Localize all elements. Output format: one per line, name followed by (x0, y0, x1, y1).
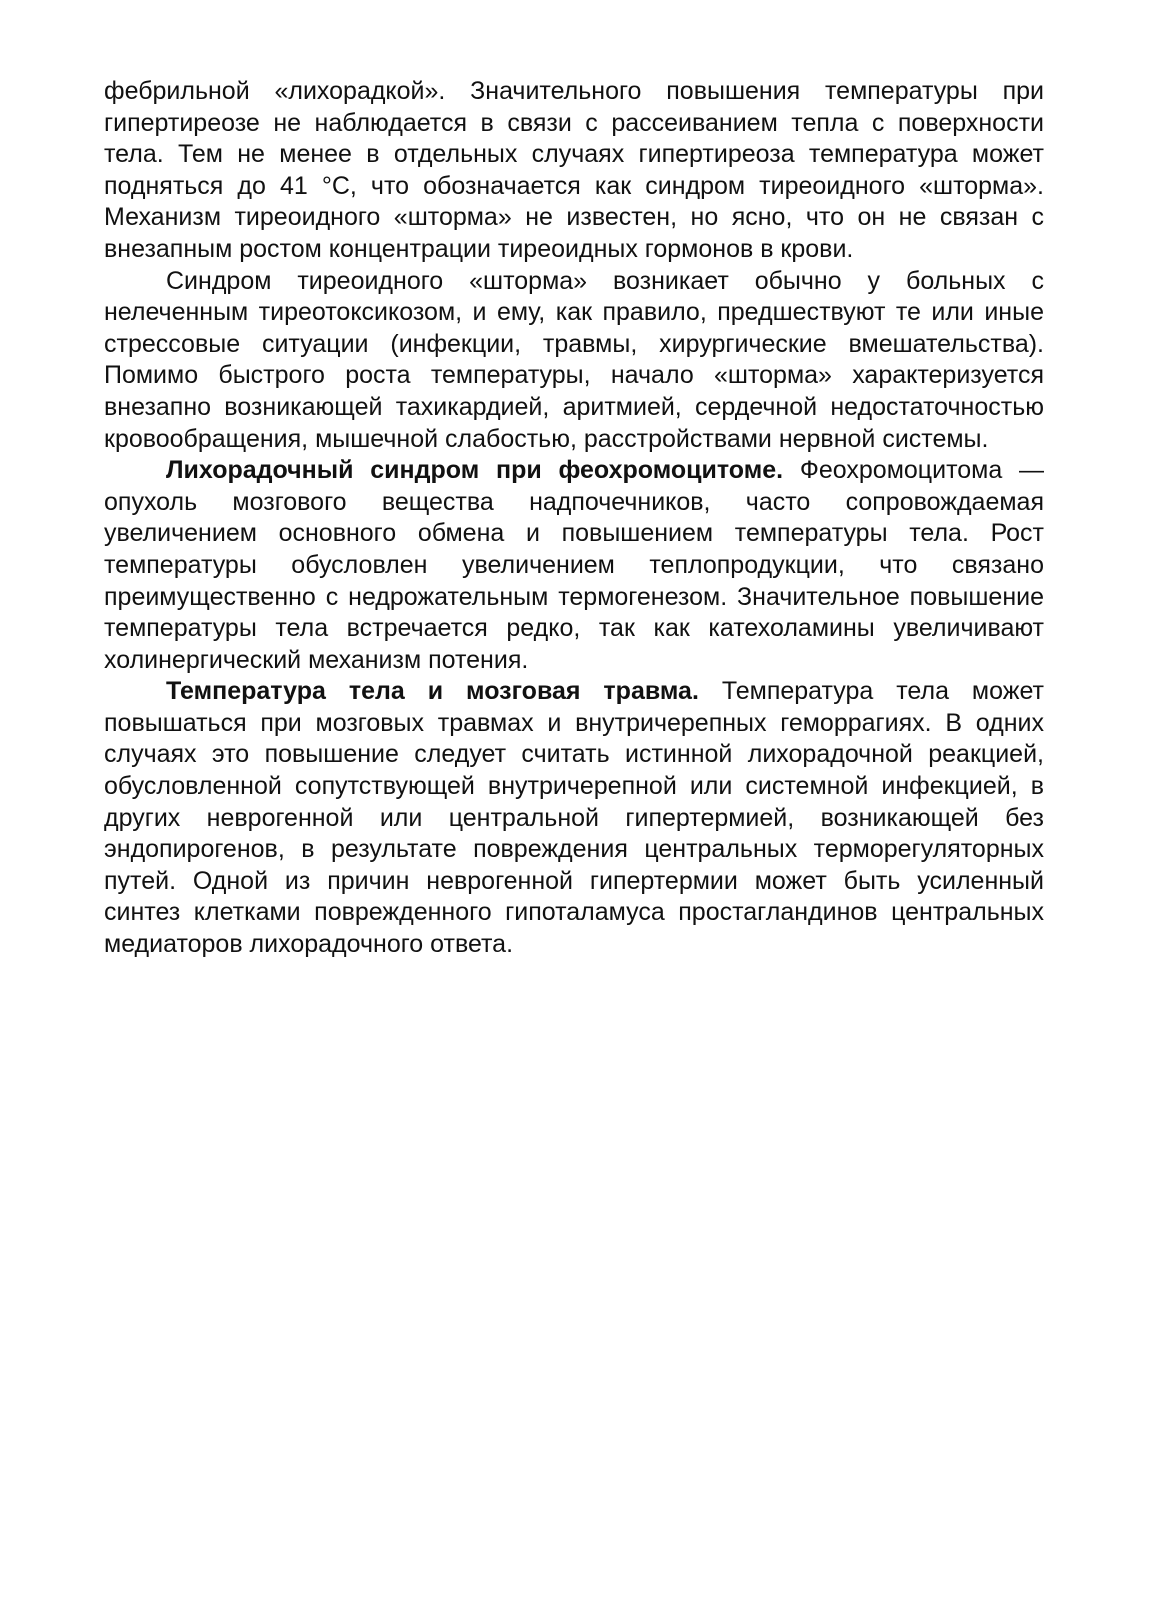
document-page (104, 76, 1044, 961)
paragraph-body: Температура тела может повышаться при мозговых травмах и внутричерепных геморрагиях. В одних случаях это повышение следует считать истинной лихорадочной реакцией, обусловленной сопутствующей внутричерепной или системной инфекцией, в других неврогенной или центральной гипертермией, возникающей без эндопирогенов, в результате повреждения центральных терморегуляторных путей. Одной из причин неврогенной гипертермии может быть усиленный синтез клетками поврежденного гипоталамуса простагландинов центральных медиаторов лихорадочного ответа. (104, 677, 1044, 959)
section-heading: Лихорадочный синдром при феохромоцитоме. (166, 456, 784, 485)
paragraph-pheochromocytoma (104, 455, 1044, 676)
paragraph-thyroid-storm (104, 266, 1044, 456)
paragraph-body: фебрильной «лихорадкой». Значительного повышения температуры при гипертиреозе не наблюдается в связи с рассеиванием тепла с поверхности тела. Тем не менее в отдельных случаях гипертиреоза температура может подняться до 41 °С, что обозначается как синдром тиреоидного «шторма». Механизм тиреоидного «шторма» не известен, но ясно, что он не связан с внезапным ростом концентрации тиреоидных гормонов в крови. (104, 77, 1044, 263)
paragraph-body: Феохромоцитома — опухоль мозгового вещества надпочечников, часто сопровождаемая увеличением основного обмена и повышением температуры тела. Рост температуры обусловлен увеличением теплопродукции, что связано преимущественно с недрожательным термогенезом. Значительное повышение температуры тела встречается редко, так как катехоламины увеличивают холинергический механизм потения. (104, 456, 1045, 674)
paragraph-hyperthyroidism-fever (104, 76, 1044, 266)
section-heading: Температура тела и мозговая травма. (166, 677, 699, 706)
paragraph-body: Синдром тиреоидного «шторма» возникает обычно у больных с нелеченным тиреотоксикозом, и ему, как правило, предшествуют те или иные стрессовые ситуации (инфекции, травмы, хирургические вмешательства). Помимо быстрого роста температуры, начало «шторма» характеризуется внезапно возникающей тахикардией, аритмией, сердечной недостаточностью кровообращения, мышечной слабостью, расстройствами нервной системы. (104, 266, 1044, 453)
paragraph-brain-trauma (104, 676, 1044, 960)
